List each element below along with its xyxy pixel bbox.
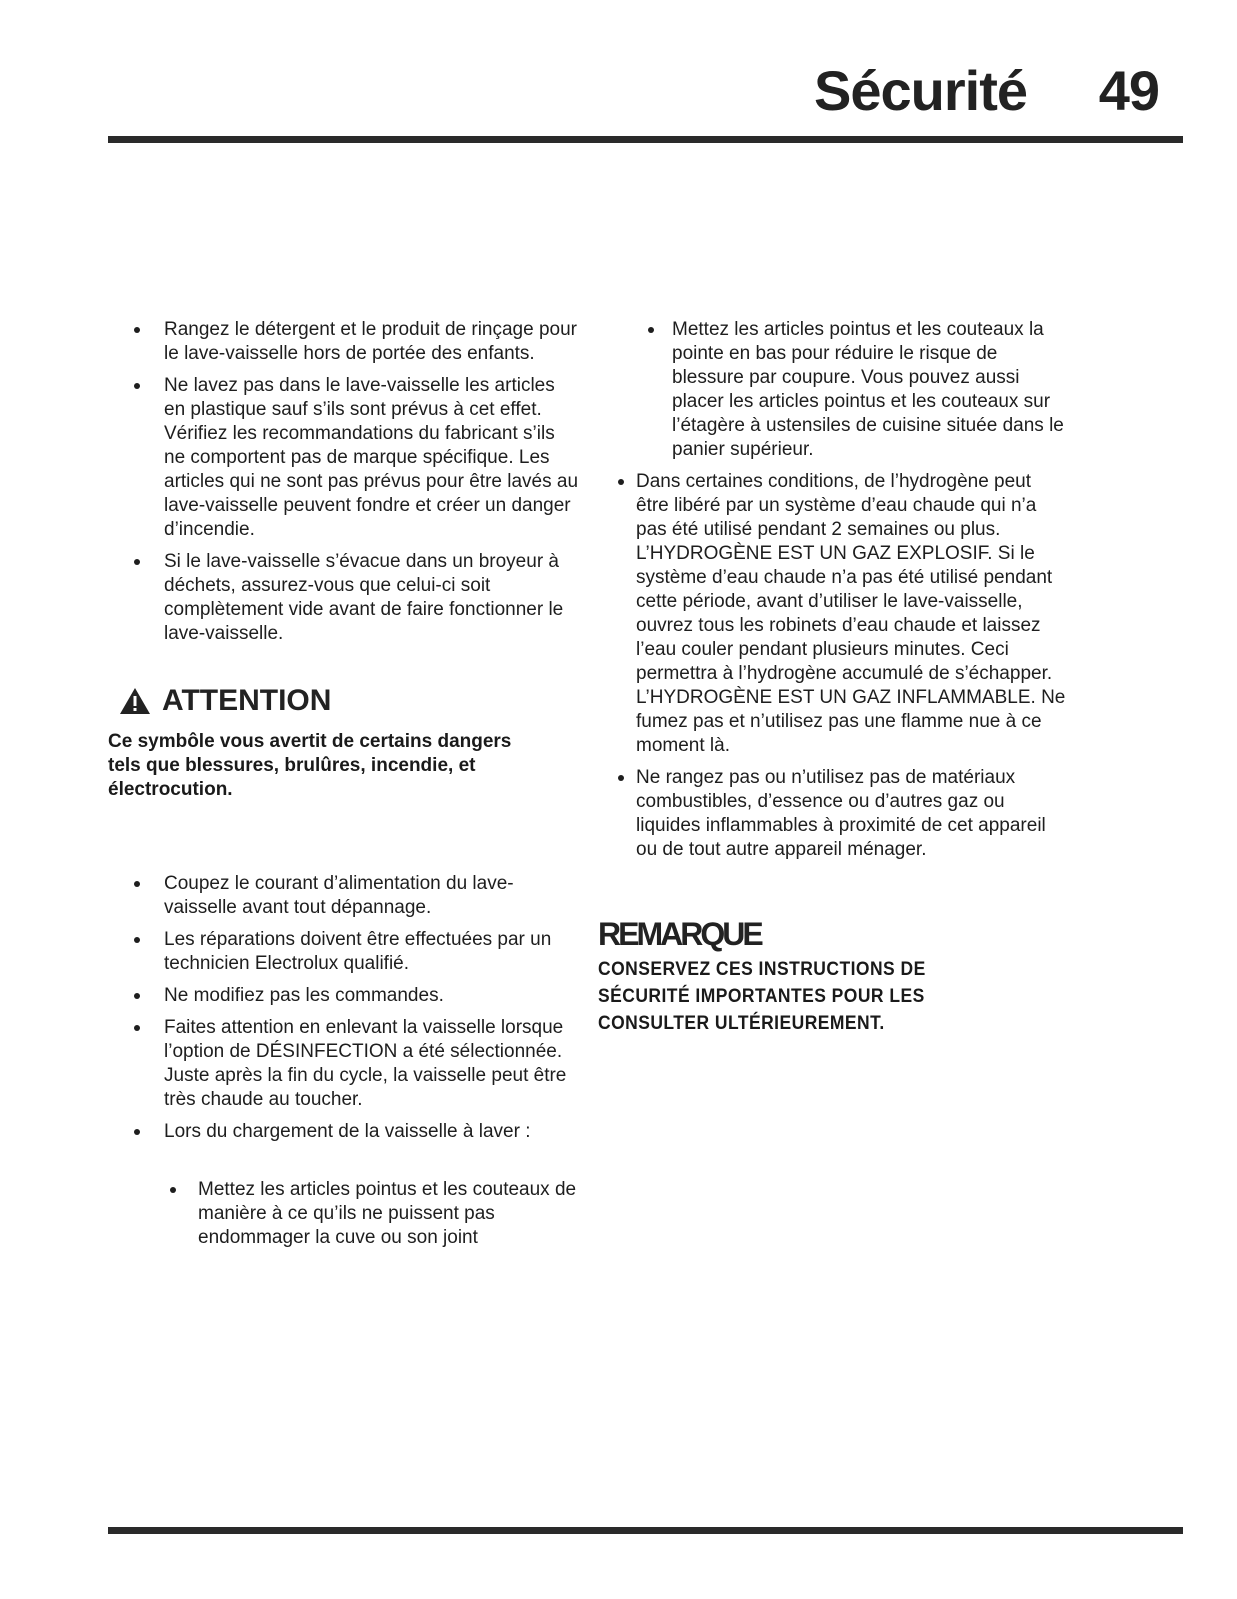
list-item: Mettez les articles pointus et les couteaux de manière à ce qu’ils ne puissent pas endommager la cuve ou son joint [108,1178,578,1250]
left-column [108,318,578,1258]
list-item: Ne rangez pas ou n’utilisez pas de matériaux combustibles, d’essence ou d’autres gaz ou liquides inflammables à proximité de cet appareil ou de tout autre appareil ménager. [598,766,1068,862]
list-item: Les réparations doivent être effectuées par un technicien Electrolux qualifié. [108,928,578,976]
list-item: Mettez les articles pointus et les couteaux la pointe en bas pour réduire le risque de blessure par coupure. Vous pouvez aussi placer les articles pointus et les couteaux sur l’étagère à ustensiles de cuisine située dans le panier supérieur. [598,318,1068,462]
list-item: Lors du chargement de la vaisselle à laver : [108,1120,578,1144]
safety-list-3 [598,470,1068,862]
warning-triangle-icon [118,686,152,716]
list-item: Si le lave-vaisselle s’évacue dans un broyeur à déchets, assurez-vous que celui-ci soit complètement vide avant de faire fonctionner le lave-vaisselle. [108,550,578,646]
list-item: Ne lavez pas dans le lave-vaisselle les articles en plastique sauf s’ils sont prévus à cet effet. Vérifiez les recommandations du fabricant s’ils ne comportent pas de marque spécifique. Les articles qui ne sont pas prévus pour être lavés au lave-vaisselle peuvent fondre et créer un danger d’incendie. [108,374,578,542]
list-item: Coupez le courant d’alimentation du lave-vaisselle avant tout dépannage. [108,872,578,920]
top-rule [108,136,1183,143]
right-column [598,318,1068,1037]
attention-text: Ce symbôle vous avertit de certains dangers tels que blessures, brulûres, incendie, et électrocution. [108,731,512,800]
list-item: Faites attention en enlevant la vaisselle lorsque l’option de DÉSINFECTION a été sélectionnée. Juste après la fin du cycle, la vaisselle peut être très chaude au toucher. [108,1016,578,1112]
remarque-block [598,916,1068,1037]
safety-list-1 [108,318,578,646]
page-number: 49 [1098,59,1159,122]
section-title: Sécurité [814,59,1027,122]
bottom-rule [108,1527,1183,1534]
remarque-text: CONSERVEZ CES INSTRUCTIONS DE SÉCURITÉ IMPORTANTES POUR LES CONSULTER ULTÉRIEUREMENT. [598,959,926,1034]
list-item: Rangez le détergent et le produit de rinçage pour le lave-vaisselle hors de portée des enfants. [108,318,578,366]
attention-heading [108,686,578,716]
attention-block [108,686,578,802]
remarque-title: REMARQUE [598,916,761,952]
safety-list-2 [108,872,578,1144]
attention-title: ATTENTION [162,684,332,717]
loading-sub-list-continued [598,318,1068,462]
list-item: Dans certaines conditions, de l’hydrogène peut être libéré par un système d’eau chaude qui n’a pas été utilisé pendant 2 semaines ou plus. L’HYDROGÈNE EST UN GAZ EXPLOSIF. Si le système d’eau chaude n’a pas été utilisé pendant cette période, avant d’utiliser le lave-vaisselle, ouvrez tous les robinets d’eau chaude et laissez l’eau couler pendant plusieurs minutes. Ceci permettra à l’hydrogène accumulé de s’échapper. L’HYDROGÈNE EST UN GAZ INFLAMMABLE. Ne fumez pas et n’utilisez pas une flamme nue à ce moment là. [598,470,1068,758]
list-item: Ne modifiez pas les commandes. [108,984,578,1008]
loading-sub-list [108,1178,578,1250]
